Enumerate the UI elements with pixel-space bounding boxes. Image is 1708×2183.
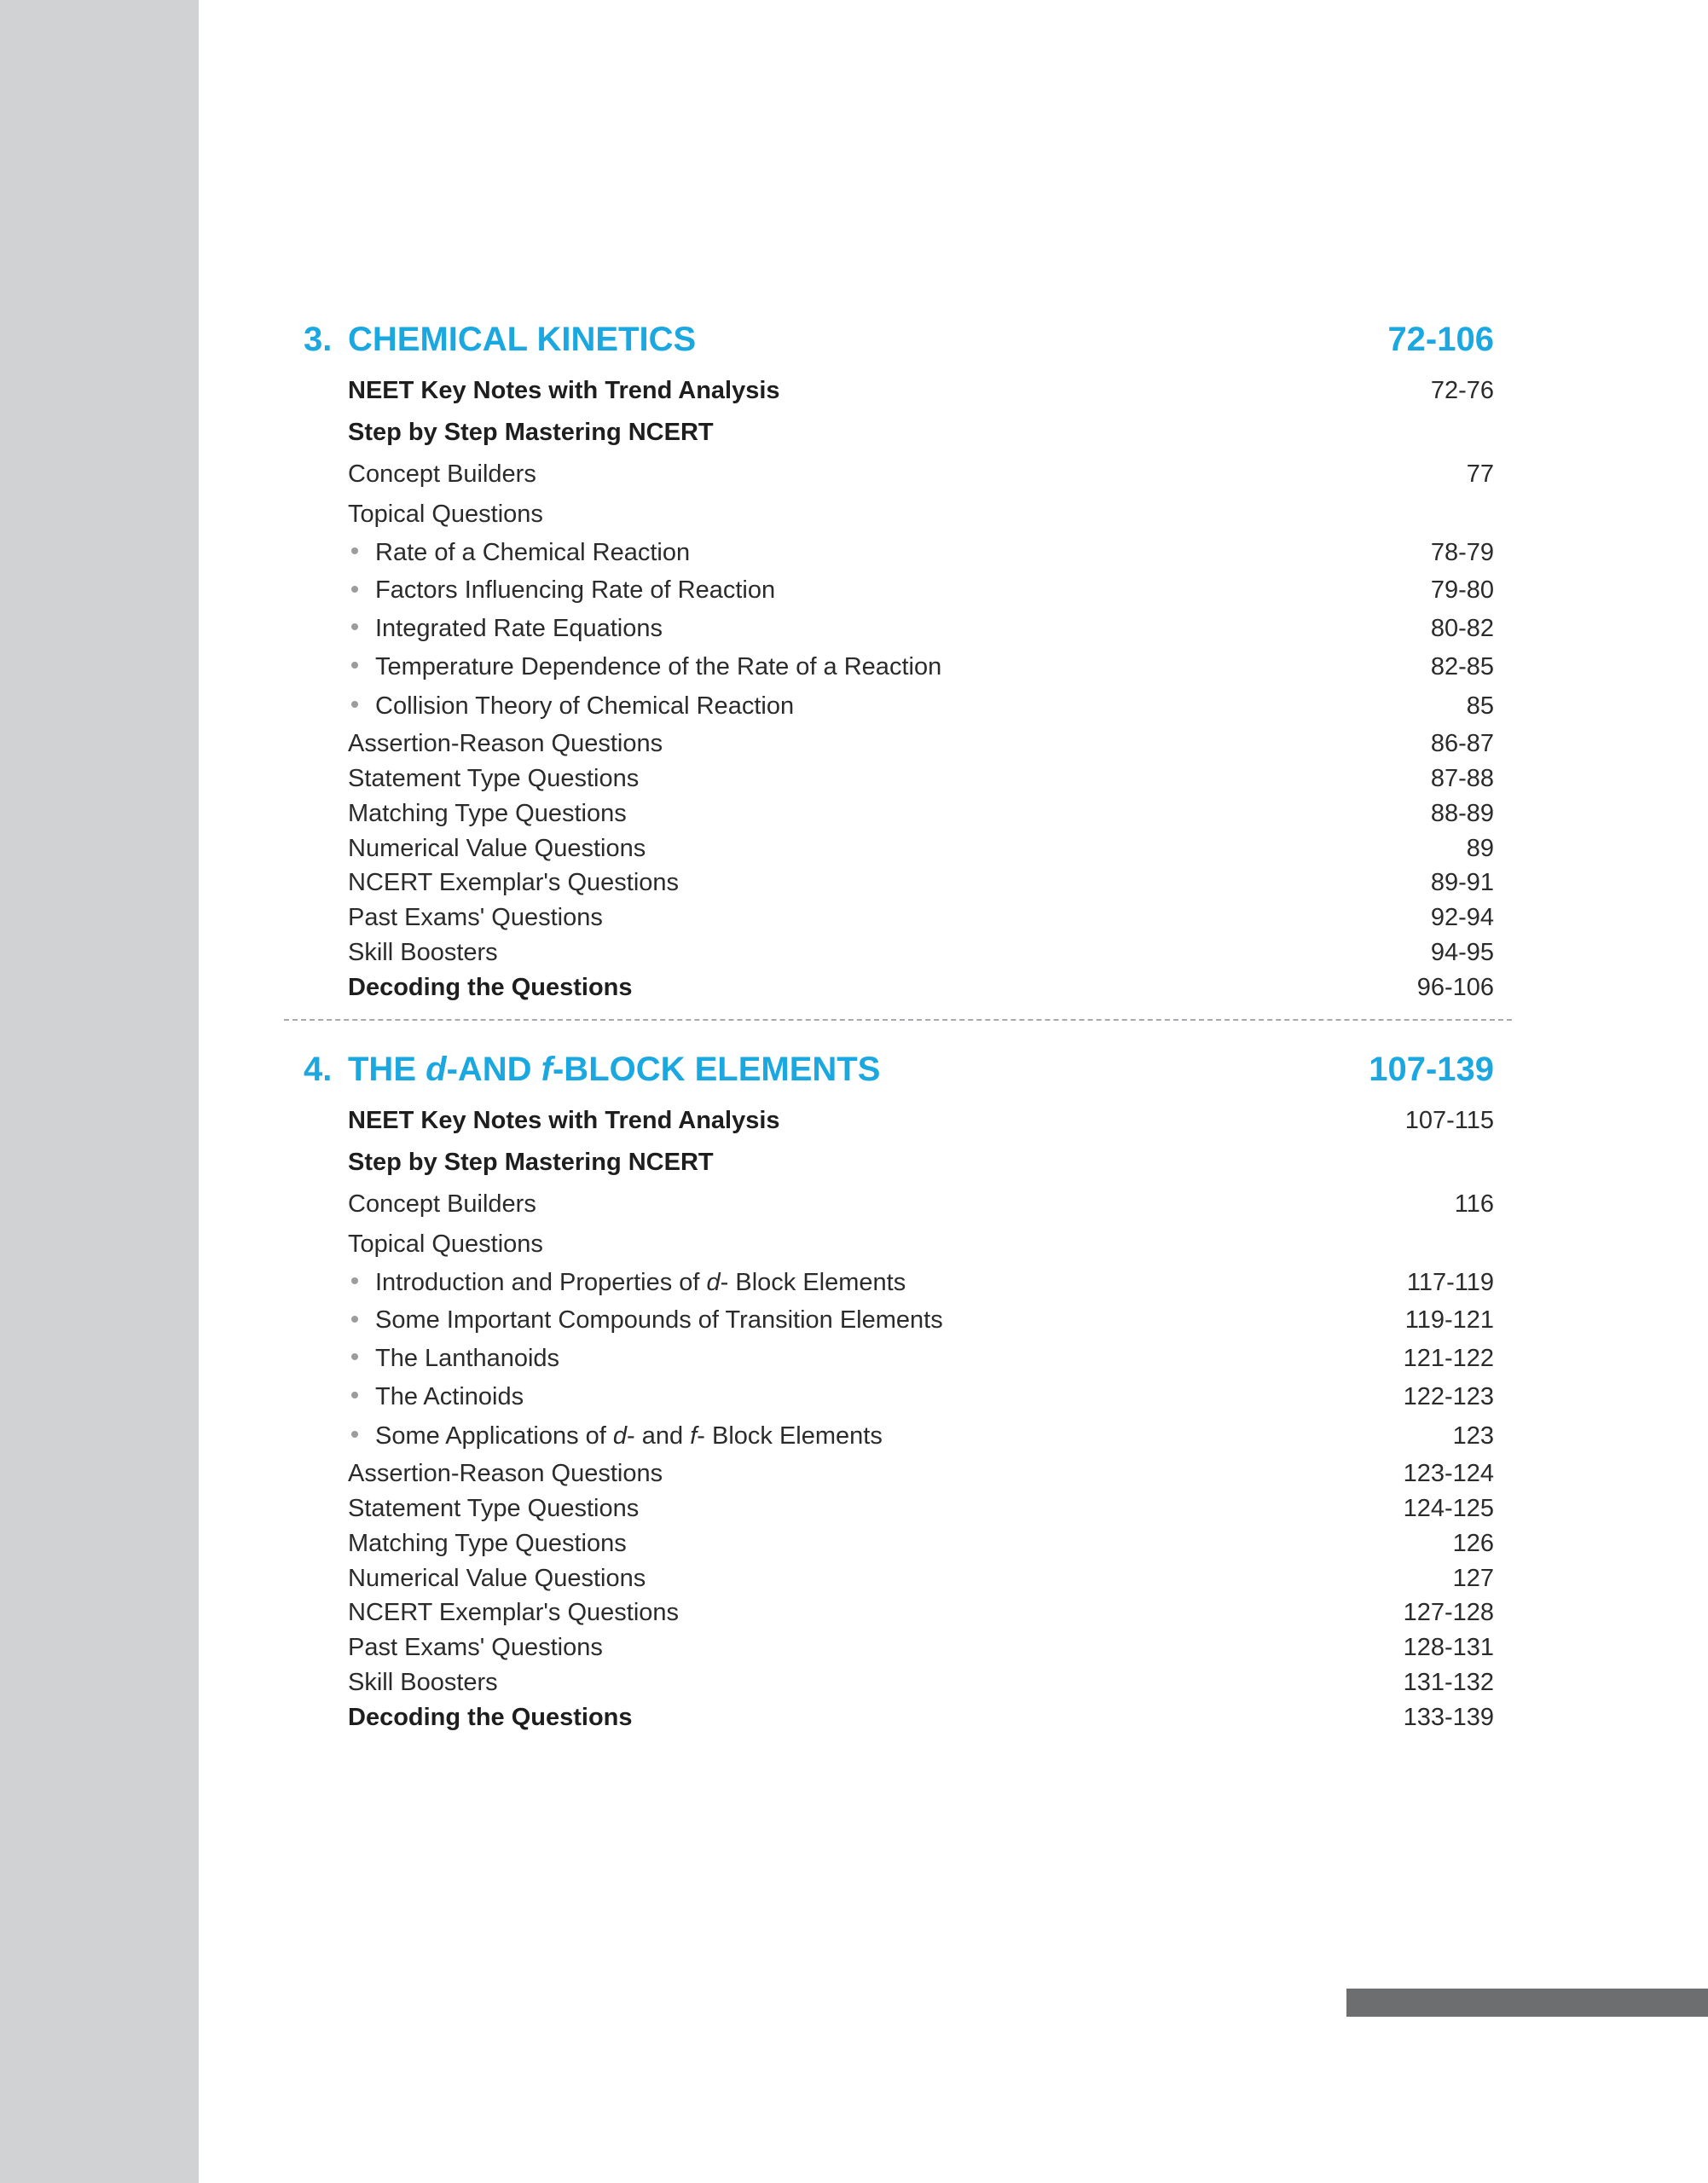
topic-pages: 80-82 (1430, 614, 1494, 642)
entry-pages: 72-76 (1430, 377, 1494, 404)
entry-pages: 77 (1466, 460, 1494, 488)
toc-topic-item[interactable] (348, 534, 1494, 572)
bullet-icon (351, 701, 358, 708)
entry-pages: 89-91 (1430, 869, 1494, 897)
topic-label: Rate of a Chemical Reaction (375, 538, 691, 566)
toc-entry[interactable] (348, 727, 1494, 761)
topic-pages: 78-79 (1430, 538, 1494, 566)
entry-pages: 88-89 (1430, 799, 1494, 827)
entry-pages: 133-139 (1403, 1703, 1494, 1731)
entry-label: NEET Key Notes with Trend Analysis (348, 1107, 780, 1134)
chapter-page-range: 107-139 (1369, 1051, 1494, 1088)
toc-entry-topical-questions (348, 1225, 1494, 1264)
bullet-icon (351, 547, 358, 554)
topic-label: Some Applications of d- and f- Block Elements (375, 1422, 883, 1450)
toc-topic-item[interactable] (348, 648, 1494, 686)
toc-topic-item[interactable] (348, 1416, 1494, 1456)
chapter-4-heading[interactable] (304, 1045, 1494, 1100)
chapter-4-section (304, 1045, 1494, 1735)
entry-label: Decoding the Questions (348, 973, 633, 1001)
entry-label: Step by Step Mastering NCERT (348, 1149, 714, 1176)
entry-pages: 89 (1466, 834, 1494, 862)
entry-label: Concept Builders (348, 1190, 536, 1218)
topic-pages: 123 (1452, 1422, 1494, 1450)
toc-entry[interactable] (348, 900, 1494, 935)
entry-pages: 87-88 (1430, 765, 1494, 793)
toc-entry[interactable] (348, 761, 1494, 796)
toc-entry[interactable] (348, 1665, 1494, 1700)
entry-label: Past Exams' Questions (348, 904, 603, 932)
topic-label: Temperature Dependence of the Rate of a Reaction (375, 652, 942, 680)
toc-topic-item[interactable] (348, 1302, 1494, 1340)
toc-entry-decoding[interactable] (348, 1700, 1494, 1735)
toc-entry-step-by-step (348, 1142, 1494, 1184)
entry-pages: 124-125 (1403, 1495, 1494, 1523)
entry-pages: 131-132 (1403, 1669, 1494, 1697)
toc-entry[interactable] (348, 1491, 1494, 1526)
entry-label: Matching Type Questions (348, 1529, 627, 1557)
entry-label: Numerical Value Questions (348, 1564, 646, 1592)
topic-label: Integrated Rate Equations (375, 614, 663, 642)
topic-pages: 85 (1466, 692, 1494, 720)
entry-label: Topical Questions (348, 501, 543, 528)
entry-label: Topical Questions (348, 1230, 543, 1258)
bullet-icon (351, 1431, 358, 1438)
entry-label: Statement Type Questions (348, 1495, 640, 1523)
topic-label: The Lanthanoids (375, 1344, 560, 1372)
entry-label: Assertion-Reason Questions (348, 1460, 663, 1488)
entry-label: NCERT Exemplar's Questions (348, 1599, 680, 1627)
entry-pages: 86-87 (1430, 730, 1494, 758)
bullet-icon (351, 1353, 358, 1360)
toc-entry-key-notes[interactable] (348, 1100, 1494, 1142)
toc-topic-item[interactable] (348, 1264, 1494, 1302)
toc-topic-item[interactable] (348, 686, 1494, 727)
toc-entry[interactable] (348, 1561, 1494, 1596)
toc-entry-concept-builders[interactable] (348, 1184, 1494, 1225)
footer-bar (1346, 1989, 1708, 2017)
entry-pages: 127 (1452, 1564, 1494, 1592)
topic-label: Introduction and Properties of d- Block Elements (375, 1268, 906, 1296)
entry-label: NCERT Exemplar's Questions (348, 869, 680, 897)
toc-entry[interactable] (348, 1596, 1494, 1631)
bullet-icon (351, 1316, 358, 1323)
toc-entry-step-by-step (348, 412, 1494, 454)
entry-pages: 92-94 (1430, 904, 1494, 932)
entry-pages: 94-95 (1430, 939, 1494, 967)
toc-entry[interactable] (348, 796, 1494, 831)
bullet-icon (351, 1277, 358, 1284)
toc-entry-concept-builders[interactable] (348, 454, 1494, 495)
bullet-icon (351, 586, 358, 593)
toc-entry-topical-questions (348, 495, 1494, 534)
topic-pages: 82-85 (1430, 652, 1494, 680)
entry-pages: 116 (1454, 1190, 1494, 1218)
chapter-divider (284, 1019, 1512, 1021)
chapter-3-section (304, 316, 1494, 1005)
entry-pages: 127-128 (1403, 1599, 1494, 1627)
toc-topic-item[interactable] (348, 1340, 1494, 1378)
toc-entry[interactable] (348, 831, 1494, 866)
bullet-icon (351, 623, 358, 630)
entry-label: Past Exams' Questions (348, 1634, 603, 1662)
entry-pages: 128-131 (1403, 1634, 1494, 1662)
topic-pages: 122-123 (1403, 1382, 1494, 1410)
toc-entry-decoding[interactable] (348, 970, 1494, 1005)
toc-topic-item[interactable] (348, 1378, 1494, 1416)
chapter-number: 4. (304, 1051, 333, 1088)
topic-label: The Actinoids (375, 1382, 524, 1410)
entry-label: Numerical Value Questions (348, 834, 646, 862)
entry-label: Matching Type Questions (348, 799, 627, 827)
bullet-icon (351, 662, 358, 669)
chapter-number: 3. (304, 321, 333, 358)
toc-entry[interactable] (348, 1630, 1494, 1665)
entry-label: NEET Key Notes with Trend Analysis (348, 377, 780, 404)
chapter-title: CHEMICAL KINETICS (348, 321, 697, 358)
entry-label: Step by Step Mastering NCERT (348, 419, 714, 446)
toc-entry[interactable] (348, 1526, 1494, 1561)
toc-entry[interactable] (348, 866, 1494, 901)
entry-pages: 96-106 (1416, 973, 1494, 1001)
entry-label: Statement Type Questions (348, 765, 640, 793)
topic-label: Factors Influencing Rate of Reaction (375, 576, 776, 605)
entry-pages: 107-115 (1404, 1107, 1494, 1134)
chapter-title: THE d-AND f-BLOCK ELEMENTS (348, 1051, 881, 1088)
toc-entry[interactable] (348, 935, 1494, 970)
chapter-page-range: 72-106 (1387, 321, 1494, 358)
toc-entry[interactable] (348, 1456, 1494, 1491)
entry-label: Skill Boosters (348, 939, 498, 967)
topic-pages: 119-121 (1404, 1306, 1494, 1335)
entry-label: Decoding the Questions (348, 1703, 633, 1731)
entry-label: Skill Boosters (348, 1669, 498, 1697)
topic-label: Collision Theory of Chemical Reaction (375, 692, 795, 720)
toc-topic-item[interactable] (348, 572, 1494, 611)
topic-pages: 117-119 (1406, 1268, 1494, 1296)
left-margin-band (0, 0, 199, 2183)
entry-pages: 126 (1452, 1529, 1494, 1557)
entry-pages: 123-124 (1403, 1460, 1494, 1488)
topic-label: Some Important Compounds of Transition Elements (375, 1306, 943, 1335)
toc-topic-item[interactable] (348, 610, 1494, 648)
toc-entry-key-notes[interactable] (348, 370, 1494, 412)
bullet-icon (351, 1392, 358, 1398)
entry-label: Concept Builders (348, 460, 536, 488)
chapter-3-heading[interactable] (304, 316, 1494, 370)
topic-pages: 79-80 (1430, 576, 1494, 605)
entry-label: Assertion-Reason Questions (348, 730, 663, 758)
topic-pages: 121-122 (1403, 1344, 1494, 1372)
